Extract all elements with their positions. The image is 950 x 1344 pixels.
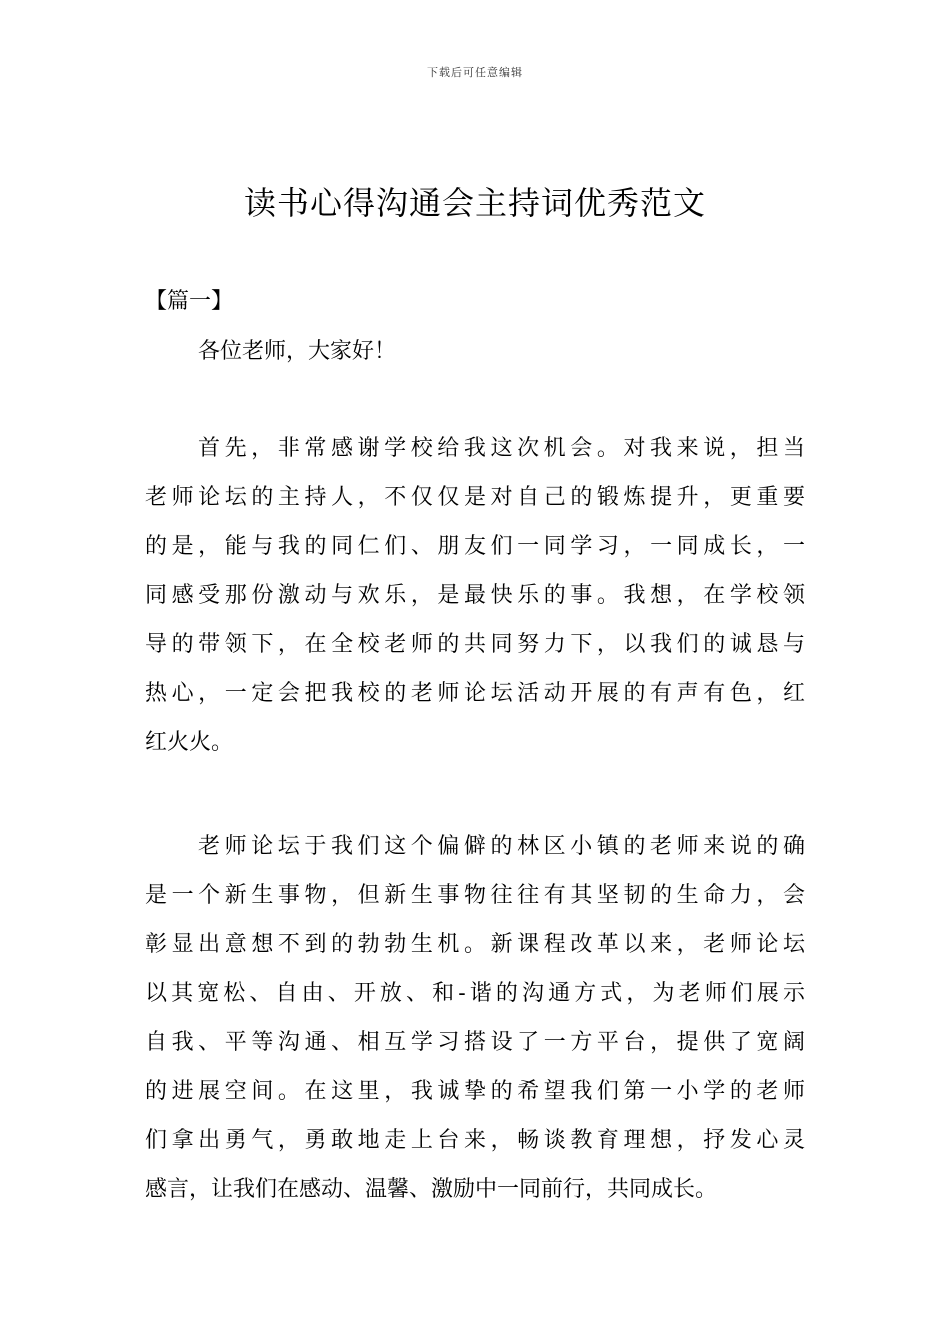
paragraph-1 xyxy=(145,424,805,767)
paragraph-line: 老师论坛于我们这个偏僻的林区小镇的老师来说的确 xyxy=(198,834,805,859)
paragraph-line: 同感受那份激动与欢乐，是最快乐的事。我想，在学校领 xyxy=(145,583,805,608)
paragraph-line: 热心，一定会把我校的老师论坛活动开展的有声有色，红 xyxy=(145,681,805,706)
paragraph-line: 的是，能与我的同仁们、朋友们一同学习，一同成长，一 xyxy=(145,534,805,559)
paragraph-line: 彰显出意想不到的勃勃生机。新课程改革以来，老师论坛 xyxy=(145,932,805,957)
paragraph-line: 首先，非常感谢学校给我这次机会。对我来说，担当 xyxy=(198,436,805,461)
paragraph-line: 红火火。 xyxy=(145,730,234,755)
section-label: 【篇一】 xyxy=(145,289,234,314)
paragraph-line: 是一个新生事物，但新生事物往往有其坚韧的生命力，会 xyxy=(145,883,805,908)
paragraph-line: 自我、平等沟通、相互学习搭设了一方平台，提供了宽阔 xyxy=(145,1030,805,1055)
paragraph-2 xyxy=(145,822,805,1214)
page-header-watermark: 下载后可任意编辑 xyxy=(427,66,523,79)
paragraph-line: 们拿出勇气，勇敢地走上台来，畅谈教育理想，抒发心灵 xyxy=(145,1128,805,1153)
paragraph-line: 导的带领下，在全校老师的共同努力下，以我们的诚恳与 xyxy=(145,632,805,657)
paragraph-line: 老师论坛的主持人，不仅仅是对自己的锻炼提升，更重要 xyxy=(145,485,805,510)
document-title: 读书心得沟通会主持词优秀范文 xyxy=(243,184,706,222)
paragraph-line: 的进展空间。在这里，我诚挚的希望我们第一小学的老师 xyxy=(145,1079,805,1104)
paragraph-line: 以其宽松、自由、开放、和-谐的沟通方式，为老师们展示 xyxy=(145,981,805,1006)
paragraph-line: 感言，让我们在感动、温馨、激励中一同前行，共同成长。 xyxy=(145,1177,718,1202)
greeting-line: 各位老师，大家好！ xyxy=(198,339,397,364)
